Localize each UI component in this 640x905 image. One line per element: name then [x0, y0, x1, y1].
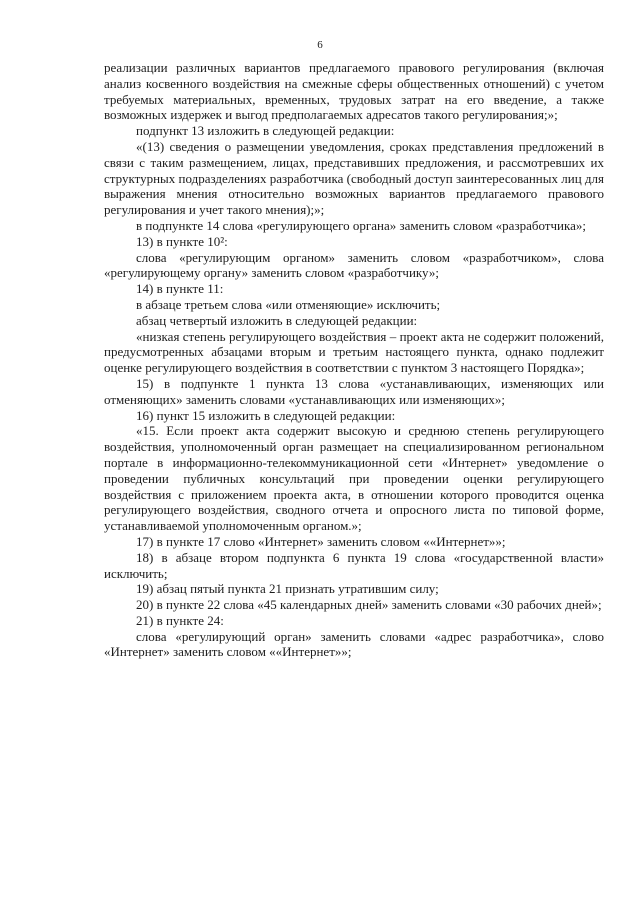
paragraph: 16) пункт 15 изложить в следующей редакции:	[136, 407, 396, 423]
paragraph: 14) в пункте 11:	[136, 281, 224, 297]
paragraph: в подпункте 14 слова «регулирующего органа» заменить словом «разработчика»;	[136, 217, 586, 233]
paragraph: 17) в пункте 17 слово «Интернет» заменить словом ««Интернет»»;	[136, 533, 506, 549]
paragraph: слова «регулирующим органом» заменить словом «разработчиком», слова «регулирующему органу» заменить словом «разработчику»;	[104, 249, 604, 281]
paragraph: абзац четвертый изложить в следующей редакции:	[136, 312, 418, 328]
page-number: 6	[317, 39, 323, 51]
paragraph: «(13) сведения о размещении уведомления, сроках представления предложений в связи с таким размещением, лицах, представивших предложения, и рассмотревших их структурных подразделениях разработчика (свободный доступ заинтересованных лиц для выражения мнения относительно возможных вариантов предлагаемого правового регулирования и учет такого мнения);»;	[104, 138, 604, 218]
paragraph: 21) в пункте 24:	[136, 612, 224, 628]
paragraph: «15. Если проект акта содержит высокую и среднюю степень регулирующего воздействия, уполномоченный орган размещает на специализированном региональном портале в информационно-телекоммуникационной сети «Интернет» уведомление о проведении публичных консультаций при проведении оценки регулирующего воздействия с приложением проекта акта, в отношении которого проводится оценка регулирующего воздействия, сводного отчета и опросного листа по типовой форме, устанавливаемой уполномоченным органом.»;	[104, 423, 604, 534]
paragraph: 19) абзац пятый пункта 21 признать утратившим силу;	[136, 581, 439, 597]
paragraph: 18) в абзаце втором подпункта 6 пункта 19 слова «государственной власти» исключить;	[104, 549, 604, 581]
paragraph: 13) в пункте 10²:	[136, 233, 228, 249]
document-body	[104, 60, 604, 660]
paragraph: 15) в подпункте 1 пункта 13 слова «устанавливающих, изменяющих или отменяющих» заменить словами «устанавливающих или изменяющих»;	[104, 375, 604, 407]
paragraph: в абзаце третьем слова «или отменяющие» исключить;	[136, 296, 441, 312]
paragraph: 20) в пункте 22 слова «45 календарных дней» заменить словами «30 рабочих дней»;	[136, 597, 602, 613]
paragraph: реализации различных вариантов предлагаемого правового регулирования (включая анализ косвенного воздействия на смежные сферы общественных отношений) с учетом требуемых материальных, временных, трудовых затрат на его введение, а также возможных издержек и выгод предполагаемых адресатов такого регулирования;»;	[104, 60, 604, 123]
paragraph: слова «регулирующий орган» заменить словами «адрес разработчика», слово «Интернет» заменить словом ««Интернет»»;	[104, 628, 604, 660]
paragraph: «низкая степень регулирующего воздействия – проект акта не содержит положений, предусмотренных абзацами вторым и третьим настоящего пункта, однако подлежит оценке регулирующего воздействия в соответствии с пунктом 3 настоящего Порядка»;	[104, 328, 604, 376]
paragraph: подпункт 13 изложить в следующей редакции:	[136, 123, 395, 139]
